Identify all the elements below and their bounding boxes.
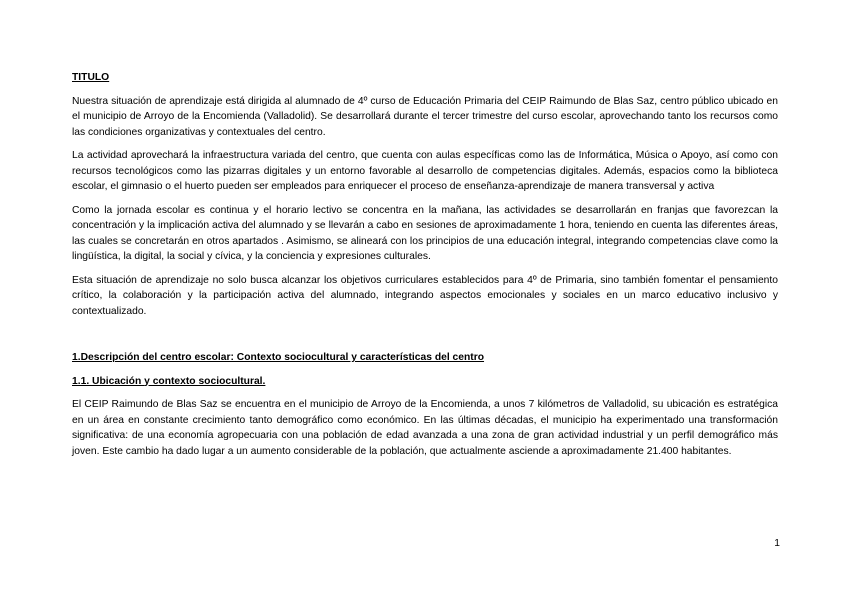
document-title: TITULO <box>72 72 110 83</box>
intro-paragraph-3: Como la jornada escolar es continua y el horario lectivo se concentra en la mañana, las actividades se desarrollarán en franjas que favorezcan la concentración y la implicación activa del alumnado y se llevarán a cabo en sesiones de aproximadamente 1 hora, teniendo en cuenta las diferentes áreas, las cuales se concretarán en otros apartados . Asimismo, se alineará con los principios de una educación integral, integrando competencias clave como la lingüística, la digital, la social y cívica, y la conciencia y expresiones culturales. <box>72 204 778 262</box>
subsection-heading: 1.1. Ubicación y contexto sociocultural. <box>72 375 266 387</box>
section-heading: 1.Descripción del centro escolar: Contexto sociocultural y características del centro <box>72 352 485 363</box>
page-content <box>72 70 778 467</box>
intro-paragraph-2: La actividad aprovechará la infraestructura variada del centro, que cuenta con aulas específicas como las de Informática, Música o Apoyo, así como con recursos tecnológicos como las pizarras digitales y un entorno favorable al desarrollo de competencias digitales. Además, espacios como la biblioteca escolar, el gimnasio o el huerto pueden ser empleados para enriquecer el proceso de enseñanza-aprendizaje de manera transversal y activa <box>72 150 778 192</box>
page-number: 1 <box>774 538 780 549</box>
section-spacer <box>72 327 778 350</box>
intro-paragraph-1: Nuestra situación de aprendizaje está dirigida al alumnado de 4º curso de Educación Primaria del CEIP Raimundo de Blas Saz, centro público ubicado en el municipio de Arroyo de la Encomienda (Valladolid). Se desarrollará durante el tercer trimestre del curso escolar, aprovechando tanto los recursos como las condiciones organizativas y contextuales del centro. <box>72 95 778 138</box>
subsection-paragraph: El CEIP Raimundo de Blas Saz se encuentra en el municipio de Arroyo de la Encomienda, a unos 7 kilómetros de Valladolid, su ubicación es estratégica en un área en constante crecimiento tanto demográfico como económico. En las últimas décadas, el municipio ha experimentado una transformación significativa: de una economía agropecuaria con una población de edad avanzada a una zona de gran actividad industrial y un perfil demográfico más joven. Este cambio ha dado lugar a un aumento considerable de la población, que actualmente asciende a aproximadamente 21.400 habitantes. <box>72 399 778 457</box>
intro-paragraph-4: Esta situación de aprendizaje no solo busca alcanzar los objetivos curriculares establecidos para 4º de Primaria, sino también fomentar el pensamiento crítico, la colaboración y la participación activa del alumnado, integrando aspectos emocionales y sociales en un marco educativo inclusivo y contextualizado. <box>72 274 778 317</box>
